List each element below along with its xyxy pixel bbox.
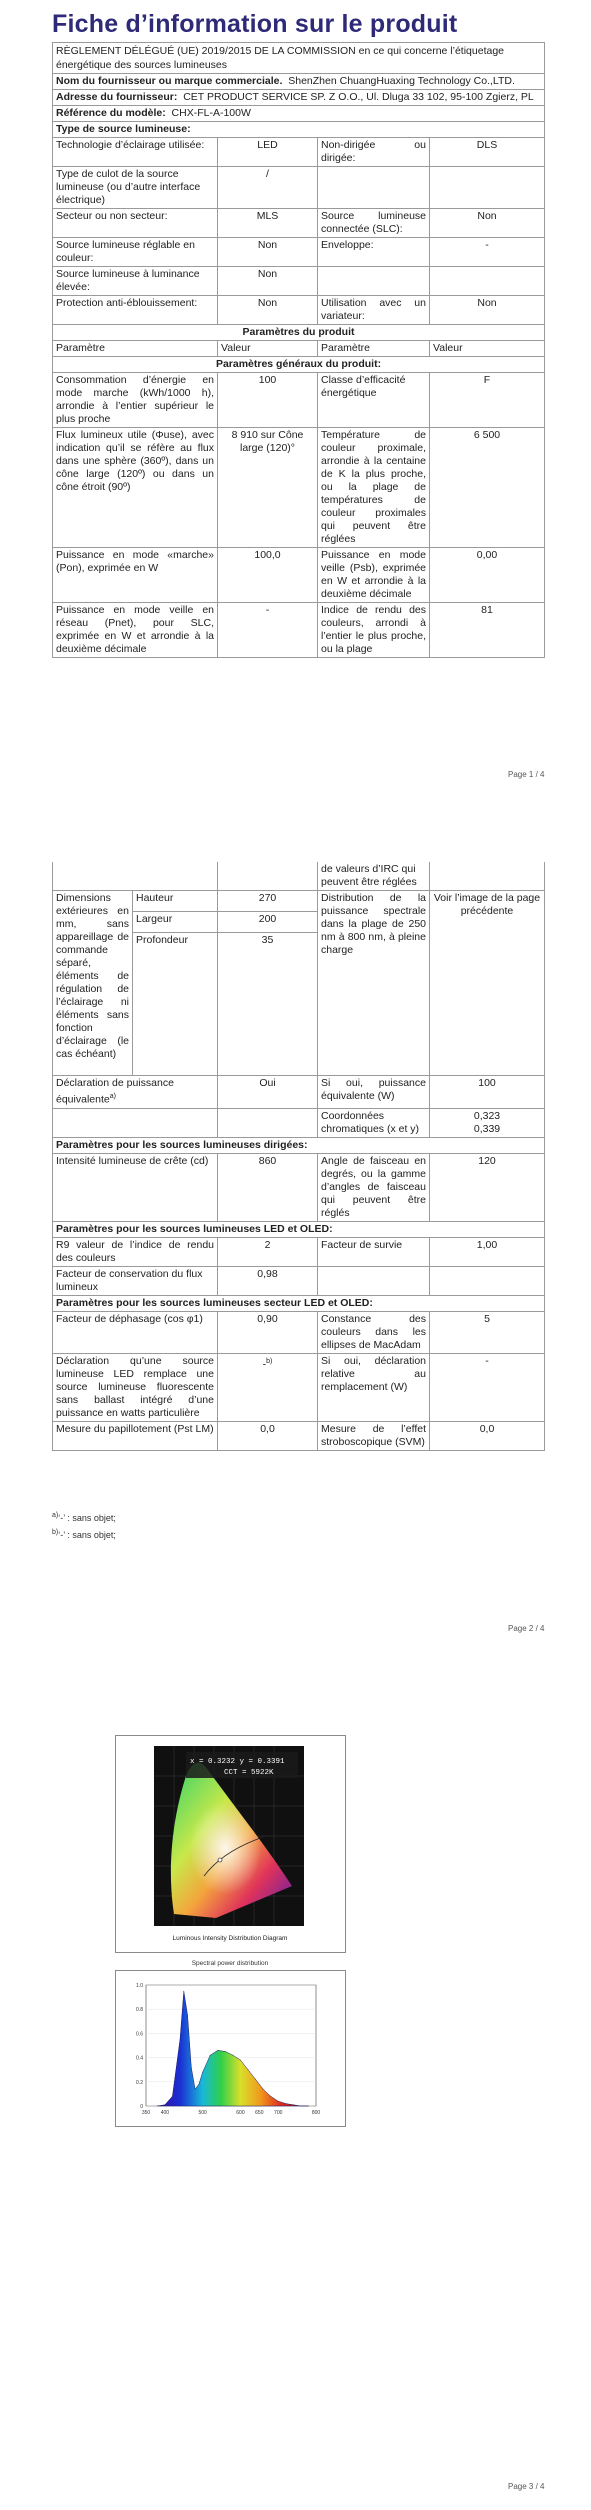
page-number: Page 3 / 4 bbox=[508, 2482, 545, 2491]
spectrum-point bbox=[285, 2103, 286, 2104]
dimensions-label: Dimensions extérieures en mm, sans appareillage de commande séparé, éléments de régulation de l’éclairage ni éléments sans fonction d’éclairage (le cas échéant) bbox=[53, 891, 133, 1076]
table-row: Déclaration qu’une source lumineuse LED remplace une source lumineuse fluorescente sans ballast intégré d’une puissance en watts particulière -$^{b)}$ Si oui, déclaration relative au remplacement (W) - bbox=[53, 1353, 545, 1421]
table-row: Protection anti-éblouissement: Non Utilisation avec un variateur: Non bbox=[53, 296, 545, 325]
table-row: Intensité lumineuse de crête (cd) 860 Angle de faisceau en degrés, ou la gamme d’angles de faisceau qui peuvent être réglés 120 bbox=[53, 1153, 545, 1221]
x-tick-label: 400 bbox=[160, 2110, 170, 2116]
spectrum-caption: Spectral power distribution bbox=[191, 1960, 269, 1967]
spectrum-point bbox=[157, 2106, 158, 2107]
spectrum-point bbox=[300, 2106, 301, 2107]
supplier-value: ShenZhen ChuangHuaxing Technology Co.,LTD. bbox=[288, 75, 515, 87]
product-info-table-continued bbox=[52, 862, 545, 1451]
spectrum-point bbox=[232, 2055, 233, 2056]
table-row: Largeur 200 bbox=[53, 912, 545, 933]
spectrum-series bbox=[157, 1991, 308, 2106]
section-heading: Paramètres pour les sources lumineuses dirigées: bbox=[53, 1137, 545, 1153]
table-row: Dimensions extérieures en mm, sans appareillage de commande séparé, éléments de régulation de l’éclairage ni éléments sans fonction d’éclairage (le cas échéant) Hauteur 270 Distribution de la puissance spectrale dans la plage de 250 nm à 800 nm, à pleine charge Voir l’image de la page précédente bbox=[53, 891, 545, 912]
table-row: Source lumineuse à luminance élevée: Non bbox=[53, 267, 545, 296]
section-heading: Paramètres généraux du produit: bbox=[53, 357, 545, 373]
section-heading: Paramètres pour les sources lumineuses secteur LED et OLED: bbox=[53, 1295, 545, 1311]
table-row: Flux lumineux utile (Φuse), avec indication qu’il se réfère au flux dans une sphère (360º), dans un cône large (120º) ou dans un cône étroit (90º) 8 910 sur Cône large (120)° Température de couleur proximale, arrondie à la centaine de K la plus proche, ou la plage de températures de couleur proximales qui peuvent être réglées 6 500 bbox=[53, 428, 545, 548]
y-tick-label: 0.8 bbox=[136, 2007, 143, 2014]
table-row: Mesure du papillotement (Pst LM) 0,0 Mesure de l’effet stroboscopique (SVM) 0,0 bbox=[53, 1421, 545, 1450]
x-tick-label: 800 bbox=[311, 2110, 321, 2116]
page-number: Page 2 / 4 bbox=[508, 1624, 545, 1633]
x-tick-label: 350 bbox=[141, 2110, 151, 2116]
y-tick-label: 0.6 bbox=[136, 2031, 143, 2038]
x-tick-label: 650 bbox=[255, 2110, 264, 2116]
y-tick-label: 0.4 bbox=[136, 2055, 143, 2062]
spectrum-point bbox=[191, 2067, 192, 2068]
regulation-intro: RÈGLEMENT DÉLÉGUÉ (UE) 2019/2015 DE LA COMMISSION en ce qui concerne l’étiquetage énergétique des sources lumineuses bbox=[53, 43, 545, 74]
supplier-label: Nom du fournisseur ou marque commerciale. bbox=[56, 75, 283, 87]
spectrum-point bbox=[255, 2079, 256, 2080]
address-label: Adresse du fournisseur: bbox=[56, 91, 178, 103]
spectrum-point bbox=[195, 2089, 196, 2090]
column-headers: Paramètre Valeur Paramètre Valeur bbox=[53, 341, 545, 357]
section-heading: Paramètres du produit bbox=[53, 325, 545, 341]
spectrum-point bbox=[263, 2089, 264, 2090]
address-value: CET PRODUCT SERVICE SP. Z O.O., Ul. Dluga 33 102, 95-100 Zgierz, PL bbox=[183, 91, 534, 103]
table-row: Secteur ou non secteur: MLS Source lumineuse connectée (SLC): Non bbox=[53, 209, 545, 238]
page-number: Page 1 / 4 bbox=[508, 770, 545, 779]
spectrum-point bbox=[187, 2015, 188, 2016]
table-row: Technologie d’éclairage utilisée: LED Non-dirigée ou dirigée: DLS bbox=[53, 138, 545, 167]
spectrum-point bbox=[202, 2072, 203, 2073]
spectrum-point bbox=[293, 2104, 294, 2105]
table-row: Déclaration de puissance équivalente$^{a)}$ Oui Si oui, puissance équivalente (W) 100 bbox=[53, 1076, 545, 1109]
spectral-power-chart bbox=[116, 1971, 345, 2126]
product-info-table bbox=[52, 42, 545, 658]
cct-readout: CCT = 5922K bbox=[224, 1769, 274, 1777]
y-tick-label: 0 bbox=[140, 2104, 143, 2110]
table-row: Puissance en mode «marche» (Pon), exprimée en W 100,0 Puissance en mode veille (Psb), exprimée en W et arrondie à la deuxième décimale 0,00 bbox=[53, 548, 545, 603]
spectrum-point bbox=[308, 2106, 309, 2107]
table-row: Coordonnées chromatiques (x et y) 0,323 0,339 bbox=[53, 1108, 545, 1137]
spectrum-point bbox=[183, 1991, 184, 1992]
table-row: Facteur de conservation du flux lumineux 0,98 bbox=[53, 1266, 545, 1295]
spectrum-point bbox=[278, 2101, 279, 2102]
spectrum-point bbox=[240, 2060, 241, 2061]
cie-chromaticity-chart bbox=[116, 1736, 345, 1952]
table-row: Puissance en mode veille en réseau (Pnet), pour SLC, exprimée en W et arrondie à la deuxième décimale - Indice de rendu des couleurs, arrondi à l’entier le plus proche, ou la plage 81 bbox=[53, 603, 545, 658]
x-tick-label: 700 bbox=[274, 2110, 283, 2116]
table-row: de valeurs d’IRC qui peuvent être réglées bbox=[53, 862, 545, 891]
footnote: $^{a)}$‘-’ : sans objet; bbox=[52, 1512, 116, 1523]
x-tick-label: 600 bbox=[236, 2110, 245, 2116]
spectrum-point bbox=[270, 2096, 271, 2097]
table-row: Type de culot de la source lumineuse (ou d’autre interface électrique) / bbox=[53, 167, 545, 209]
y-tick-label: 1.0 bbox=[136, 1983, 143, 1989]
cie-readout: x = 0.3232 y = 0.3391 bbox=[190, 1758, 285, 1766]
spectrum-point bbox=[164, 2104, 165, 2105]
spectrum-point bbox=[172, 2096, 173, 2097]
model-value: CHX-FL-A-100W bbox=[171, 107, 251, 119]
spectrum-point bbox=[248, 2069, 249, 2070]
spectrum-point bbox=[210, 2055, 211, 2056]
section-heading: Type de source lumineuse: bbox=[53, 122, 545, 138]
y-tick-label: 0.2 bbox=[136, 2079, 143, 2086]
spectrum-point bbox=[225, 2051, 226, 2052]
table-row: Facteur de déphasage (cos φ1) 0,90 Constance des couleurs dans les ellipses de MacAdam 5 bbox=[53, 1311, 545, 1353]
spectrum-chart bbox=[115, 1970, 346, 2127]
section-heading: Paramètres pour les sources lumineuses LED et OLED: bbox=[53, 1221, 545, 1237]
footnote: $^{b)}$‘-’ : sans objet; bbox=[52, 1529, 116, 1540]
model-label: Référence du modèle: bbox=[56, 107, 166, 119]
x-tick-label: 500 bbox=[198, 2110, 207, 2116]
table-row: Consommation d’énergie en mode marche (kWh/1000 h), arrondie à l’entier supérieur le plus proche 100 Classe d’efficacité énergétique F bbox=[53, 373, 545, 428]
spectrum-point bbox=[198, 2084, 199, 2085]
spectrum-point bbox=[180, 2039, 181, 2040]
table-row: Source lumineuse réglable en couleur: Non Enveloppe: - bbox=[53, 238, 545, 267]
cie-caption: Luminous Intensity Distribution Diagram bbox=[172, 1935, 288, 1942]
page-title: Fiche d’information sur le produit bbox=[52, 10, 458, 38]
spectrum-point bbox=[217, 2050, 218, 2051]
table-row: Profondeur 35 bbox=[53, 933, 545, 1076]
table-row: R9 valeur de l’indice de rendu des couleurs 2 Facteur de survie 1,00 bbox=[53, 1237, 545, 1266]
cie-diagram bbox=[115, 1735, 346, 1953]
